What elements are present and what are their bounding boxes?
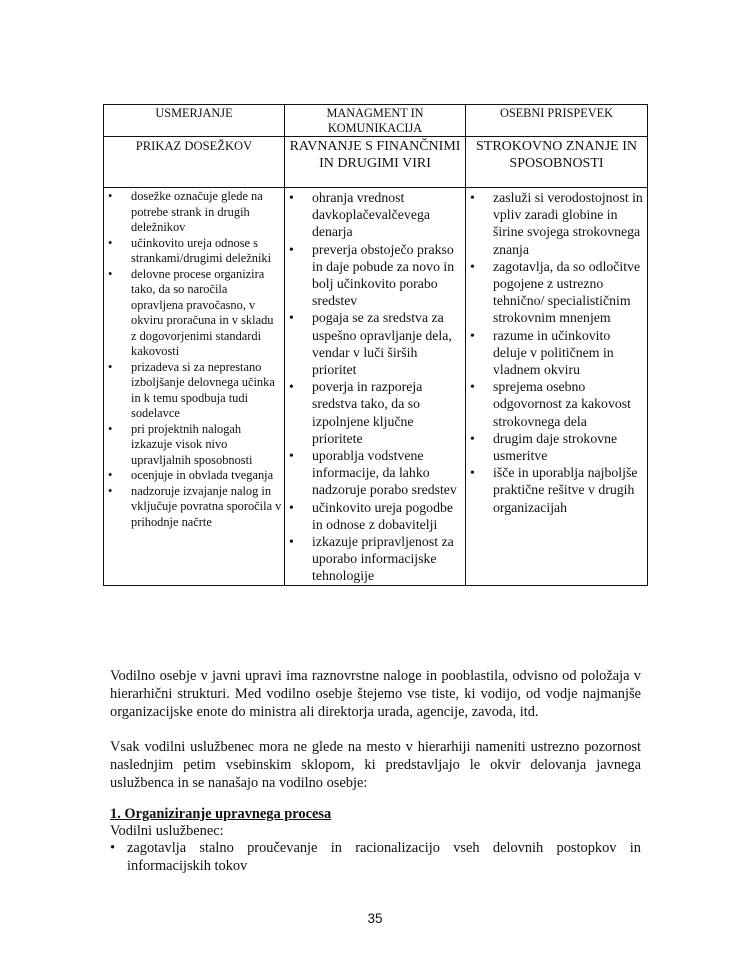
list-item: • pri projektnih nalogah izkazuje visok nivo upravljalnih sposobnosti	[108, 422, 282, 469]
list-item: • pogaja se za sredstva za uspešno opravljanje dela, vendar v luči širših prioritet	[289, 309, 463, 378]
list-item: • učinkovito ureja odnose s strankami/drugimi deležniki	[108, 236, 282, 267]
list-item: • izkazuje pripravljenost za uporabo informacijske tehnologije	[289, 533, 463, 585]
list-item: • zagotavlja, da so odločitve pogojene z ustrezno tehnično/ specialističnim strokovnim mnenjem	[470, 258, 645, 327]
bullet-list-managment	[285, 188, 465, 585]
header-usmerjanje: USMERJANJE	[104, 105, 285, 137]
list-item: • ocenjuje in obvlada tveganja	[108, 468, 282, 484]
list-item: • preverja obstoječo prakso in daje pobude za novo in bolj učinkovito porabo sredstev	[289, 241, 463, 310]
list-item: • poverja in razporeja sredstva tako, da so izpolnjene ključne prioritete	[289, 378, 463, 447]
table-body-row	[104, 188, 648, 586]
header-ravnanje-viri: RAVNANJE S FINANČNIMI IN DRUGIMI VIRI	[285, 137, 466, 188]
header-prikaz-dosezkov: PRIKAZ DOSEŽKOV	[104, 137, 285, 188]
list-item: • dosežke označuje glede na potrebe strank in drugih deležnikov	[108, 189, 282, 236]
paragraph-vodilno-osebje: Vodilno osebje v javni upravi ima raznovrstne naloge in pooblastila, odvisno od položaja v hierarhični strukturi. Med vodilno osebje štejemo vse tiste, ki vodijo, od vodje najmanjše organizacijske enote do ministra ali direktorja urada, agencije, zavoda, itd.	[110, 668, 641, 721]
list-item: • delovne procese organizira tako, da so naročila opravljena pravočasno, v okviru proračuna in v skladu z dogovorjenimi standardi kakovosti	[108, 267, 282, 360]
section-bullet-list	[110, 840, 641, 875]
list-item: • sprejema osebno odgovornost za kakovost strokovnega dela	[470, 378, 645, 430]
list-item: • razume in učinkovito deluje v političnem in vladnem okviru	[470, 327, 645, 379]
page-number: 35	[367, 911, 383, 926]
list-item: • zagotavlja stalno proučevanje in racionalizacijo vseh delovnih postopkov in informacijskih tokov	[110, 840, 641, 875]
table-cell-col-3	[466, 188, 648, 586]
list-item: • učinkovito ureja pogodbe in odnose z dobavitelji	[289, 499, 463, 533]
bullet-list-osebni-prispevek	[466, 188, 647, 516]
table-header-row-2	[104, 137, 648, 188]
list-item: • uporablja vodstvene informacije, da lahko nadzoruje porabo sredstev	[289, 447, 463, 499]
list-item: • prizadeva si za neprestano izboljšanje delovnega učinka in k temu spodbuja tudi sodelavce	[108, 360, 282, 422]
header-osebni-prispevek: OSEBNI PRISPEVEK	[466, 105, 648, 137]
list-item: • išče in uporablja najboljše praktične rešitve v drugih organizacijah	[470, 464, 645, 516]
paragraph-vsak-vodilni: Vsak vodilni uslužbenec mora ne glede na mesto v hierarhiji nameniti ustrezno pozornost naslednjim petim vsebinskim sklopom, ki predstavljajo le okvir delovanja javnega uslužbenca in se nanašajo na vodilno osebje:	[110, 739, 641, 792]
list-item: • drugim daje strokovne usmeritve	[470, 430, 645, 464]
bullet-list-usmerjanje	[104, 188, 284, 530]
list-item: • nadzoruje izvajanje nalog in vključuje povratna sporočila v prihodnje načrte	[108, 484, 282, 531]
table-header-row-1	[104, 105, 648, 137]
list-item: • zasluži si verodostojnost in vpliv zaradi globine in širine svojega strokovnega znanja	[470, 189, 645, 258]
section-intro: Vodilni uslužbenec:	[110, 823, 224, 839]
list-item: • ohranja vrednost davkoplačevalčevega denarja	[289, 189, 463, 241]
section-heading: 1. Organiziranje upravnega procesa	[110, 806, 332, 822]
header-strokovno-znanje: STROKOVNO ZNANJE IN SPOSOBNOSTI	[466, 137, 648, 188]
table-cell-col-2	[285, 188, 466, 586]
competency-table	[103, 104, 648, 586]
table-cell-col-1	[104, 188, 285, 586]
header-managment-komunikacija: MANAGMENT IN KOMUNIKACIJA	[285, 105, 466, 137]
